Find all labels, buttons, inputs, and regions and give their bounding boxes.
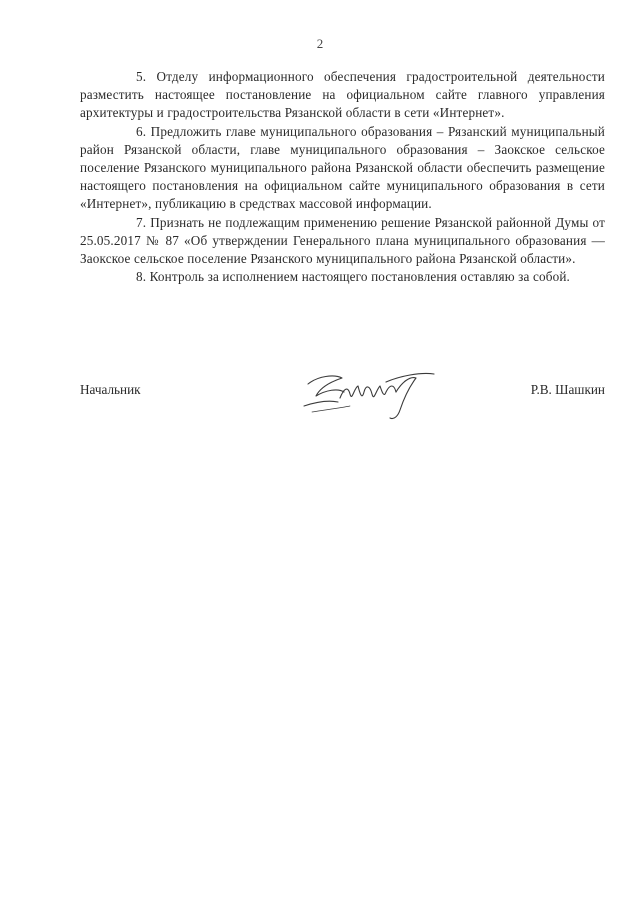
paragraph-5: 5. Отделу информационного обеспечения градостроительной деятельности разместить настоящее постановление на официальном сайте главного управления архитектуры и градостроительства Рязанской области в сети «Интернет». [80, 69, 605, 121]
paragraph-8: 8. Контроль за исполнением настоящего постановления оставляю за собой. [136, 269, 570, 285]
paragraph-7: 7. Признать не подлежащим применению решение Рязанской районной Думы от 25.05.2017 № 87 «Об утверждении Генерального плана муниципального образования — Заокское сельское поселение Рязанского муниципального района Рязанской области». [80, 214, 605, 267]
signatory-name: Р.В. Шашкин [530, 382, 605, 397]
signature-block [80, 372, 605, 432]
handwritten-signature [290, 362, 450, 424]
paragraph-6: 6. Предложить главе муниципального образования – Рязанский муниципальный район Рязанской области, главе муниципального образования – Заокское сельское поселение Рязанского муниципального района Рязанской области обеспечить размещение настоящего постановления на официальном сайте муниципального образования в сети «Интернет», публикацию в средствах массовой информации. [80, 123, 605, 212]
signatory-position: Начальник [80, 382, 141, 397]
page-number: 2 [316, 36, 324, 51]
document-body [80, 68, 605, 286]
